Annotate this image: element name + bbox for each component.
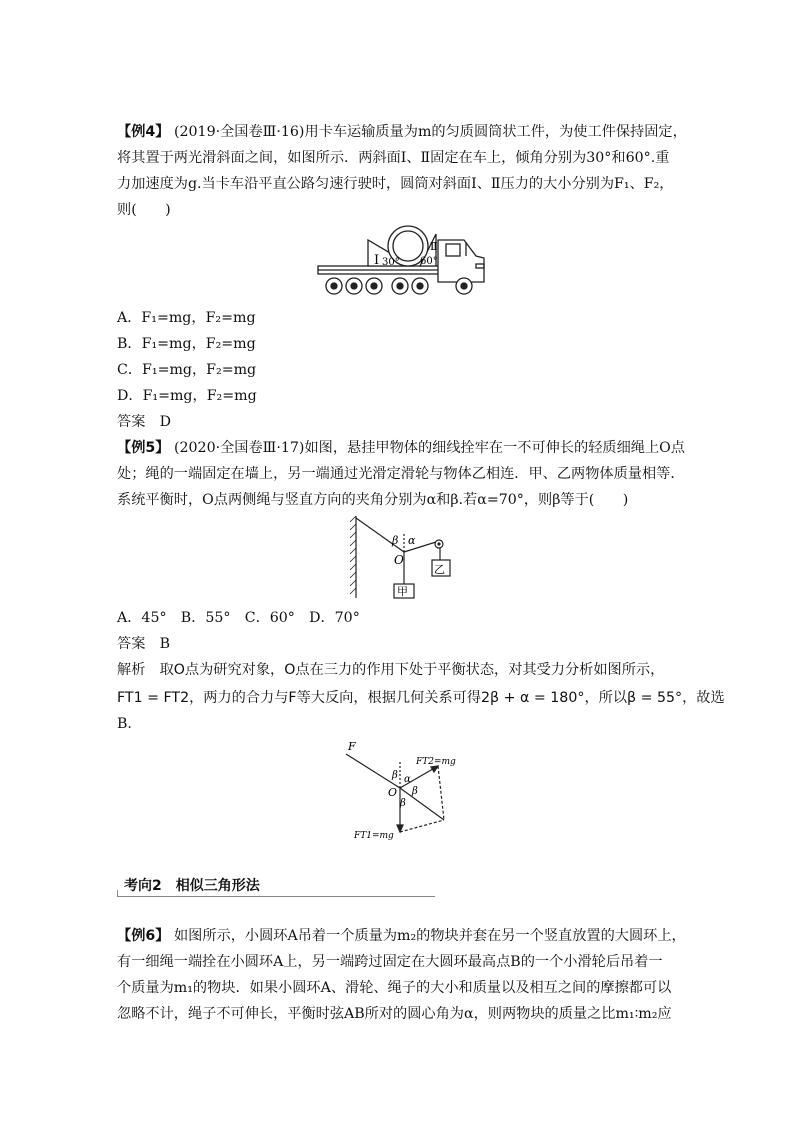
angle-30-label: 30°	[382, 257, 400, 268]
ex4-option-d: D．F₁=mg，F₂=mg	[117, 388, 257, 404]
ex5-line-3: 系统平衡时，O点两侧绳与竖直方向的夹角分别为α和β.若α=70°，则β等于( )	[117, 492, 629, 508]
o-force-label: O	[388, 786, 398, 799]
ex4-line-4: 则( )	[117, 202, 171, 218]
ex5-analysis-2: FT1 = FT2，两力的合力与F等大反向，根据几何关系可得2β + α = 180°，所以β = 55°，故选	[117, 690, 725, 706]
ft1-label: FT1=mg	[354, 831, 394, 841]
section-rule	[117, 896, 435, 897]
section-rule-tick	[117, 890, 118, 896]
ex4-answer: 答案 D	[117, 414, 171, 430]
section-title: 考向2 相似三角形法	[124, 878, 260, 894]
ex5-analysis-3: B.	[117, 716, 132, 732]
beta-label: β	[392, 534, 399, 547]
ex5-analysis-1: 解析 取O点为研究对象，O点在三力的作用下处于平衡状态，对其受力分析如图所示，	[117, 662, 665, 678]
ex6-line-2: 有一细绳一端拴在小圆环A上，另一端跨过固定在大圆环最高点B的一个小滑轮后吊着一	[117, 954, 663, 970]
angle-60-label: 60°	[420, 256, 438, 267]
yi-label: 乙	[434, 563, 445, 576]
beta-force-label-3: β	[400, 798, 406, 809]
incline-ii-label: Ⅱ	[430, 240, 438, 253]
ex5-line-2: 处；绳的一端固定在墙上，另一端通过光滑定滑轮与物体乙相连．甲、乙两物体质量相等．	[117, 466, 685, 482]
force-figure	[340, 738, 470, 842]
ex6-text-1: 如图所示，小圆环A吊着一个质量为m₂的物块并套在另一个竖直放置的大圆环上，	[173, 928, 686, 944]
alpha-force-label: α	[404, 774, 411, 785]
ex4-text-1: (2019·全国卷Ⅲ·16)用卡车运输质量为m的匀质圆筒状工件，为使工件保持固定，	[173, 124, 687, 140]
ex4-line-1	[117, 122, 687, 142]
beta-force-label-2: β	[412, 786, 418, 797]
ex5-answer: 答案 B	[117, 636, 170, 652]
ex6-line-1	[117, 926, 686, 946]
ex5-line-1	[117, 438, 685, 458]
pulley-figure	[346, 514, 456, 600]
ex4-line-2: 将其置于两光滑斜面之间，如图所示．两斜面Ⅰ、Ⅱ固定在车上，倾角分别为30°和60°.重	[117, 150, 670, 166]
jia-label: 甲	[397, 585, 408, 598]
ex4-tag: 【例4】	[117, 124, 170, 140]
ex6-tag: 【例6】	[117, 928, 170, 944]
beta-force-label-1: β	[392, 770, 398, 781]
ex5-text-1: (2020·全国卷Ⅲ·17)如图，悬挂甲物体的细线拴牢在一不可伸长的轻质细绳上O点	[173, 440, 685, 456]
ex4-option-b: B．F₁=mg，F₂=mg	[117, 336, 256, 352]
ex6-line-4: 忽略不计，绳子不可伸长，平衡时弦AB所对的圆心角为α，则两物块的质量之比m₁∶m₂应	[117, 1006, 672, 1022]
ex4-option-c: C．F₁=mg，F₂=mg	[117, 362, 257, 378]
o-point-label: O	[394, 553, 404, 567]
truck-figure	[316, 220, 488, 298]
ex4-option-a: A．F₁=mg，F₂=mg	[117, 310, 256, 326]
f-label: F	[348, 740, 356, 753]
ex5-tag: 【例5】	[117, 440, 170, 456]
alpha-label: α	[408, 534, 416, 547]
incline-i-label: Ⅰ	[374, 253, 380, 268]
ft2-label: FT2=mg	[416, 757, 456, 767]
ex4-line-3: 力加速度为g.当卡车沿平直公路匀速行驶时，圆筒对斜面Ⅰ、Ⅱ压力的大小分别为F₁、F₂，	[117, 176, 674, 192]
ex6-line-3: 个质量为m₁的物块．如果小圆环A、滑轮、绳子的大小和质量以及相互之间的摩擦都可以	[117, 980, 672, 996]
ex5-options: A．45° B．55° C．60° D．70°	[117, 610, 360, 626]
